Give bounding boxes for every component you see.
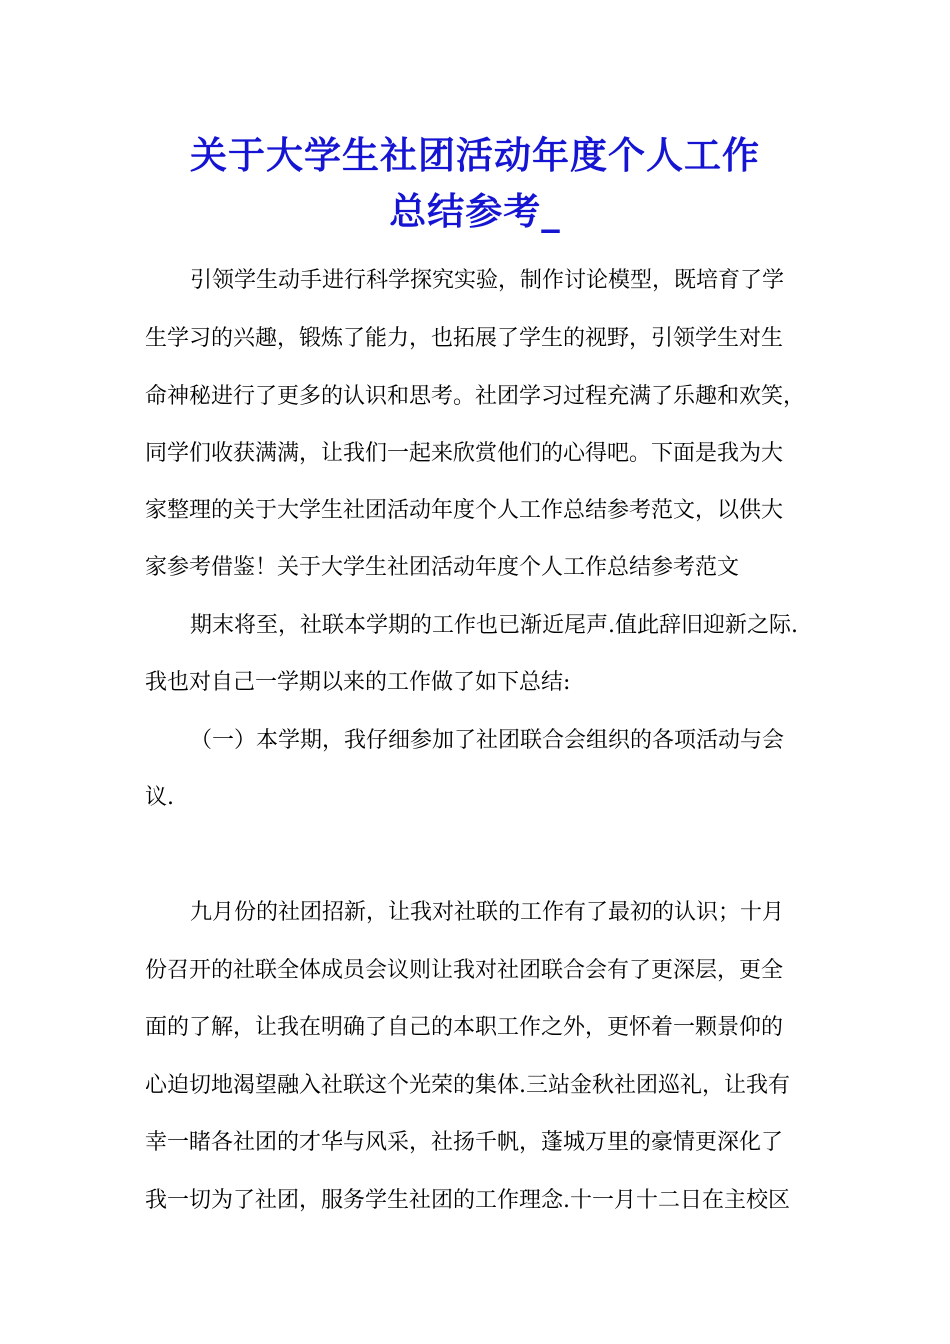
paragraph-line: 份召开的社联全体成员会议则让我对社团联合会有了更深层，更全 [145, 958, 784, 983]
paragraph-line: 生学习的兴趣，锻炼了能力，也拓展了学生的视野，引领学生对生 [145, 326, 784, 351]
paragraph-line: 我也对自己一学期以来的工作做了如下总结: [145, 670, 571, 695]
paragraph-line: 我一切为了社团，服务学生社团的工作理念.十一月十二日在主校区 [145, 1188, 790, 1213]
paragraph-line: 幸一睹各社团的才华与风采，社扬千帆，蓬城万里的豪情更深化了 [145, 1130, 784, 1155]
paragraph-line: 面的了解，让我在明确了自己的本职工作之外，更怀着一颗景仰的 [145, 1015, 784, 1040]
paragraph-line: 引领学生动手进行科学探究实验，制作讨论模型，既培育了学 [190, 268, 785, 293]
paragraph-line: 家参考借鉴！关于大学生社团活动年度个人工作总结参考范文 [145, 555, 740, 580]
paragraph-line: 心迫切地渴望融入社联这个光荣的集体.三站金秋社团巡礼，让我有 [145, 1073, 790, 1098]
document-title-line-1: 关于大学生社团活动年度个人工作 [190, 133, 760, 177]
paragraph-line: 命神秘进行了更多的认识和思考。社团学习过程充满了乐趣和欢笑， [145, 384, 806, 409]
paragraph-line: 家整理的关于大学生社团活动年度个人工作总结参考范文，以供大 [145, 498, 784, 523]
paragraph-line: 议. [145, 785, 174, 810]
paragraph-line: 九月份的社团招新，让我对社联的工作有了最初的认识；十月 [190, 900, 785, 925]
paragraph-line: 期末将至，社联本学期的工作也已渐近尾声.值此辞旧迎新之际. [190, 613, 798, 638]
paragraph-line: （一）本学期，我仔细参加了社团联合会组织的各项活动与会 [190, 728, 785, 753]
paragraph-line: 同学们收获满满，让我们一起来欣赏他们的心得吧。下面是我为大 [145, 441, 784, 466]
document-title-line-2: 总结参考_ [389, 189, 561, 233]
